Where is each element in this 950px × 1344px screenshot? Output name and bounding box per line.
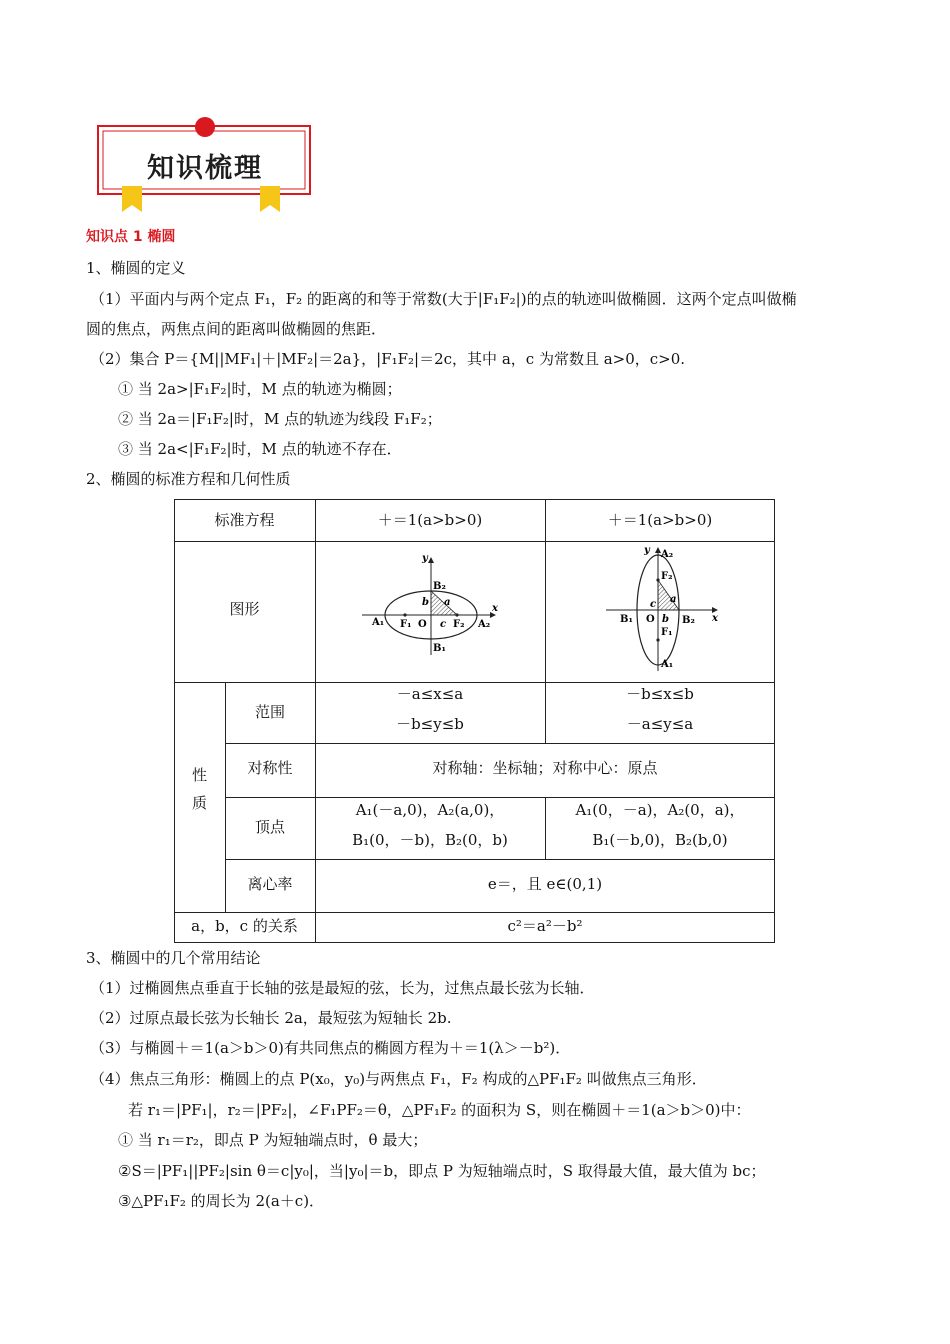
symmetry-value: 对称轴：坐标轴；对称中心：原点 (432, 759, 658, 777)
fig1-label-A2: A₂ (478, 619, 491, 630)
equation-vertical: ＋＝1(a>b>0) (607, 511, 713, 529)
definition-p1-line2: 圆的焦点，两焦点间的距离叫做椭圆的焦距． (86, 320, 387, 338)
conclusion-1: （1）过椭圆焦点垂直于长轴的弦是最短的弦，长为，过焦点最长弦为长轴． (90, 979, 595, 997)
fig1-label-F1: F₁ (400, 619, 412, 630)
vertex-label: 顶点 (254, 818, 285, 836)
fig2-label-A1: A₁ (661, 659, 674, 670)
definition-case-1: ① 当 2a>|F₁F₂|时，M 点的轨迹为椭圆； (118, 380, 402, 398)
vertex-vertical-a: A₁(0，－a)，A₂(0，a)， (575, 801, 745, 819)
symmetry-label: 对称性 (247, 759, 293, 777)
definition-p2: （2）集合 P＝{M||MF₁|＋|MF₂|＝2a}，|F₁F₂|＝2c，其中 a，c 为常数且 a>0，c>0. (90, 350, 686, 368)
relation-value: c²＝a²－b² (507, 917, 583, 935)
vertex-horizontal-a: A₁(－a,0)，A₂(a,0)， (355, 801, 505, 819)
relation-label: a，b，c 的关系 (191, 917, 298, 935)
range-label: 范围 (254, 703, 285, 721)
fig1-label-O: O (418, 619, 427, 630)
conclusion-4-intro: 若 r₁＝|PF₁|，r₂＝|PF₂|，∠F₁PF₂＝θ，△PF₁F₂ 的面积为 S，则在椭圆＋＝1(a＞b＞0)中： (128, 1101, 751, 1119)
range-horizontal-y: －b≤y≤b (396, 715, 464, 733)
fig1-label-F2: F₂ (453, 619, 465, 630)
fig2-label-O: O (646, 614, 655, 625)
heading-2: 2、椭圆的标准方程和几何性质 (86, 470, 291, 488)
horizontal-ellipse-figure (360, 547, 500, 659)
fig2-label-F2: F₂ (661, 571, 673, 582)
fig2-label-c: c (650, 599, 657, 610)
definition-case-3: ③ 当 2a<|F₁F₂|时，M 点的轨迹不存在． (118, 440, 402, 458)
section-banner (96, 116, 314, 212)
properties-label (174, 761, 225, 817)
fig2-label-y: y (644, 545, 650, 556)
properties-label-text: 性质 (191, 766, 207, 812)
ellipse-properties-table (174, 499, 775, 943)
fig1-label-x: x (492, 603, 498, 614)
fig2-label-B2: B₂ (682, 615, 695, 626)
fig2-label-b: b (662, 614, 669, 625)
fig1-label-B2: B₂ (433, 581, 446, 592)
conclusion-4-item-2: ②S＝|PF₁||PF₂|sin θ＝c|y₀|，当|y₀|＝b，即点 P 为短轴端点时，S 取得最大值，最大值为 bc； (118, 1162, 766, 1180)
ribbon-right-icon (260, 186, 280, 212)
ribbon-left-icon (122, 186, 142, 212)
range-horizontal-x: －a≤x≤a (396, 685, 464, 703)
figure-label: 图形 (229, 600, 260, 618)
fig2-label-F1: F₁ (661, 627, 673, 638)
banner-dot-icon (195, 117, 215, 137)
range-vertical-y: －a≤y≤a (626, 715, 694, 733)
fig2-label-A2: A₂ (661, 549, 674, 560)
conclusion-4-item-3: ③△PF₁F₂ 的周长为 2(a＋c)． (118, 1192, 325, 1210)
conclusion-4: （4）焦点三角形：椭圆上的点 P(x₀，y₀)与两焦点 F₁，F₂ 构成的△PF₁F₂ 叫做焦点三角形． (90, 1070, 707, 1088)
conclusion-2: （2）过原点最长弦为长轴长 2a，最短弦为短轴长 2b. (90, 1009, 452, 1027)
vertex-horizontal-b: B₁(0，－b)，B₂(0，b) (352, 831, 508, 849)
banner-title: 知识梳理 (147, 153, 263, 184)
conclusion-4-item-1: ① 当 r₁＝r₂，即点 P 为短轴端点时，θ 最大； (118, 1131, 428, 1149)
definition-case-2: ② 当 2a＝|F₁F₂|时，M 点的轨迹为线段 F₁F₂； (118, 410, 442, 428)
fig1-label-b: b (422, 597, 429, 608)
fig2-label-x: x (712, 613, 718, 624)
fig2-label-a: a (670, 594, 677, 605)
fig1-label-B1: B₁ (433, 643, 446, 654)
fig1-label-c: c (440, 619, 447, 630)
eccentricity-label: 离心率 (247, 875, 293, 893)
fig1-label-a: a (444, 597, 451, 608)
vertical-ellipse-figure (604, 543, 724, 673)
section1-title: 知识点 1 椭圆 (86, 229, 176, 245)
heading-3: 3、椭圆中的几个常用结论 (86, 949, 261, 967)
heading-1: 1、椭圆的定义 (86, 259, 186, 277)
conclusion-3: （3）与椭圆＋＝1(a＞b＞0)有共同焦点的椭圆方程为＋＝1(λ＞－b²)． (90, 1039, 571, 1057)
fig1-label-A1: A₁ (372, 617, 385, 628)
equation-horizontal: ＋＝1(a>b>0) (377, 511, 483, 529)
header-label: 标准方程 (214, 511, 275, 529)
fig1-label-y: y (422, 553, 428, 564)
definition-p1-line1: （1）平面内与两个定点 F₁，F₂ 的距离的和等于常数(大于|F₁F₂|)的点的轨迹叫做椭圆．这两个定点叫做椭 (90, 290, 797, 308)
fig2-label-B1: B₁ (620, 614, 633, 625)
eccentricity-value: e＝，且 e∈(0,1) (487, 875, 603, 893)
vertex-vertical-b: B₁(－b,0)，B₂(b,0) (592, 831, 728, 849)
range-vertical-x: －b≤x≤b (626, 685, 694, 703)
